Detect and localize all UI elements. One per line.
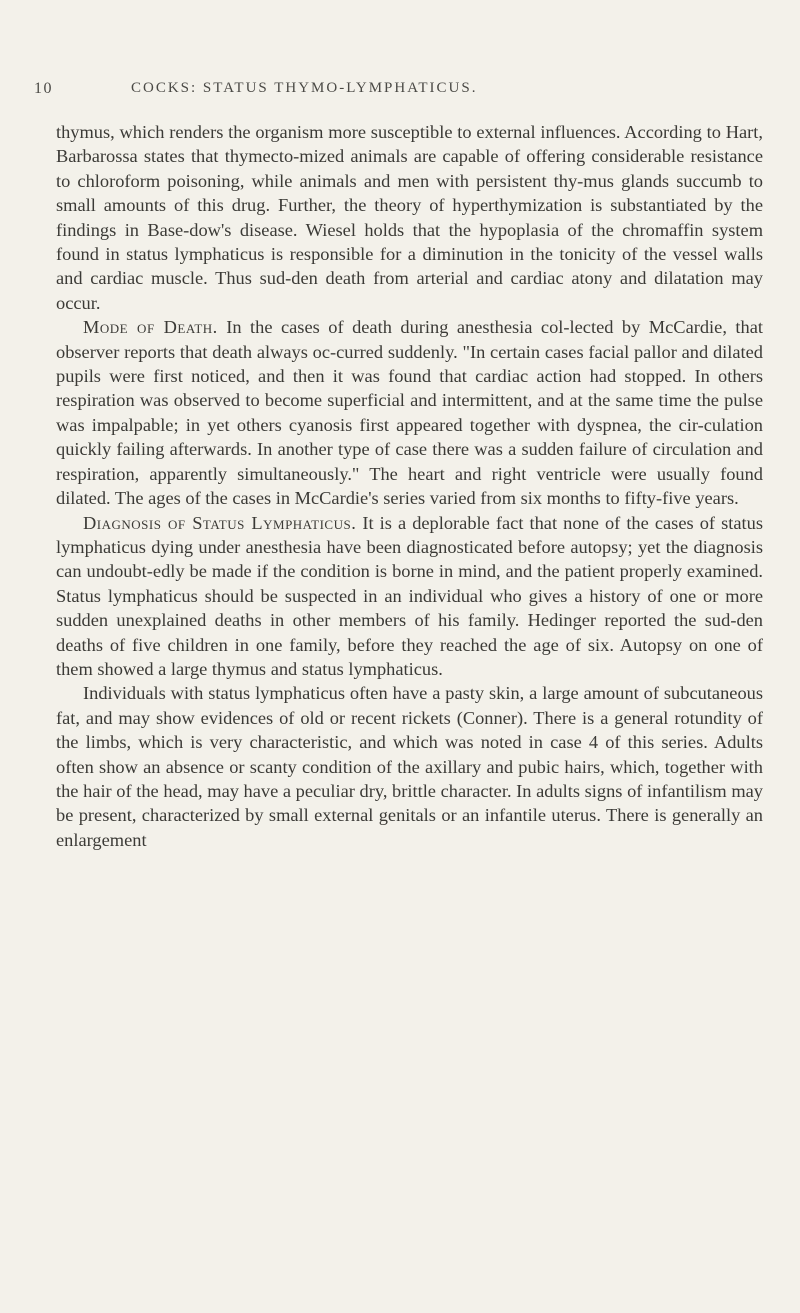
paragraph-mode-of-death <box>56 315 763 510</box>
running-head <box>34 80 774 110</box>
running-title: COCKS: STATUS THYMO-LYMPHATICUS. <box>131 80 478 96</box>
page-number: 10 <box>34 80 53 97</box>
paragraph-individuals <box>56 681 763 852</box>
paragraph-text: Individuals with status lymphaticus often have a pasty skin, a large amount of subcutaneous fat, and may show evidences of old or recent rickets (Conner). There is a general rotundity of the limbs, which is very characteristic, and which was noted in case 4 of this series. Adults often show an absence or scanty condition of the axillary and pubic hairs, which, together with the hair of the head, may have a peculiar dry, brittle character. In adults signs of infantilism may be present, characterized by small external genitals or an infantile uterus. There is generally an enlargement <box>56 683 763 850</box>
paragraph-text: In the cases of death during anesthesia col-lected by McCardie, that observer reports that death always oc-curred suddenly. "In certain cases facial pallor and dilated pupils were first noticed, and then it was found that cardiac action had stopped. In others respiration was observed to become superficial and intermittent, and at the same time the pulse was impalpable; in yet others cyanosis first appeared together with dyspnea, the cir-culation quickly failing afterwards. In another type of case there was a sudden failure of circulation and respiration, apparently simultaneously." The heart and right ventricle were usually found dilated. The ages of the cases in McCardie's series varied from six months to fifty-five years. <box>56 317 763 509</box>
paragraph-text: It is a deplorable fact that none of the cases of status lymphaticus dying under anesthesia have been diagnosticated before autopsy; yet the diagnosis can undoubt-edly be made if the condition is borne in mind, and the patient properly examined. Status lymphaticus should be suspected in an individual who gives a history of one or more sudden unexplained deaths in other members of his family. Hedinger reported the sud-den deaths of five children in one family, before they reached the age of six. Autopsy on one of them showed a large thymus and status lymphaticus. <box>56 512 763 679</box>
paragraph-text: thymus, which renders the organism more susceptible to external influences. According to Hart, Barbarossa states that thymecto-mized animals are capable of offering considerable resistance to chloroform poisoning, while animals and men with persistent thy-mus glands succumb to small amounts of this drug. Further, the theory of hyperthymization is substantiated by the findings in Base-dow's disease. Wiesel holds that the hypoplasia of the chromaffin system found in status lymphaticus is responsible for a diminution in the tonicity of the vessel walls and cardiac muscle. Thus sud-den death from arterial and cardiac atony and dilatation may occur. <box>56 122 763 313</box>
paragraph-diagnosis <box>56 511 763 682</box>
section-heading-mode-of-death: Mode of Death. <box>83 317 218 338</box>
paragraph-continued <box>56 120 763 315</box>
section-heading-diagnosis: Diagnosis of Status Lymphaticus. <box>83 512 357 533</box>
body-text <box>56 120 763 852</box>
